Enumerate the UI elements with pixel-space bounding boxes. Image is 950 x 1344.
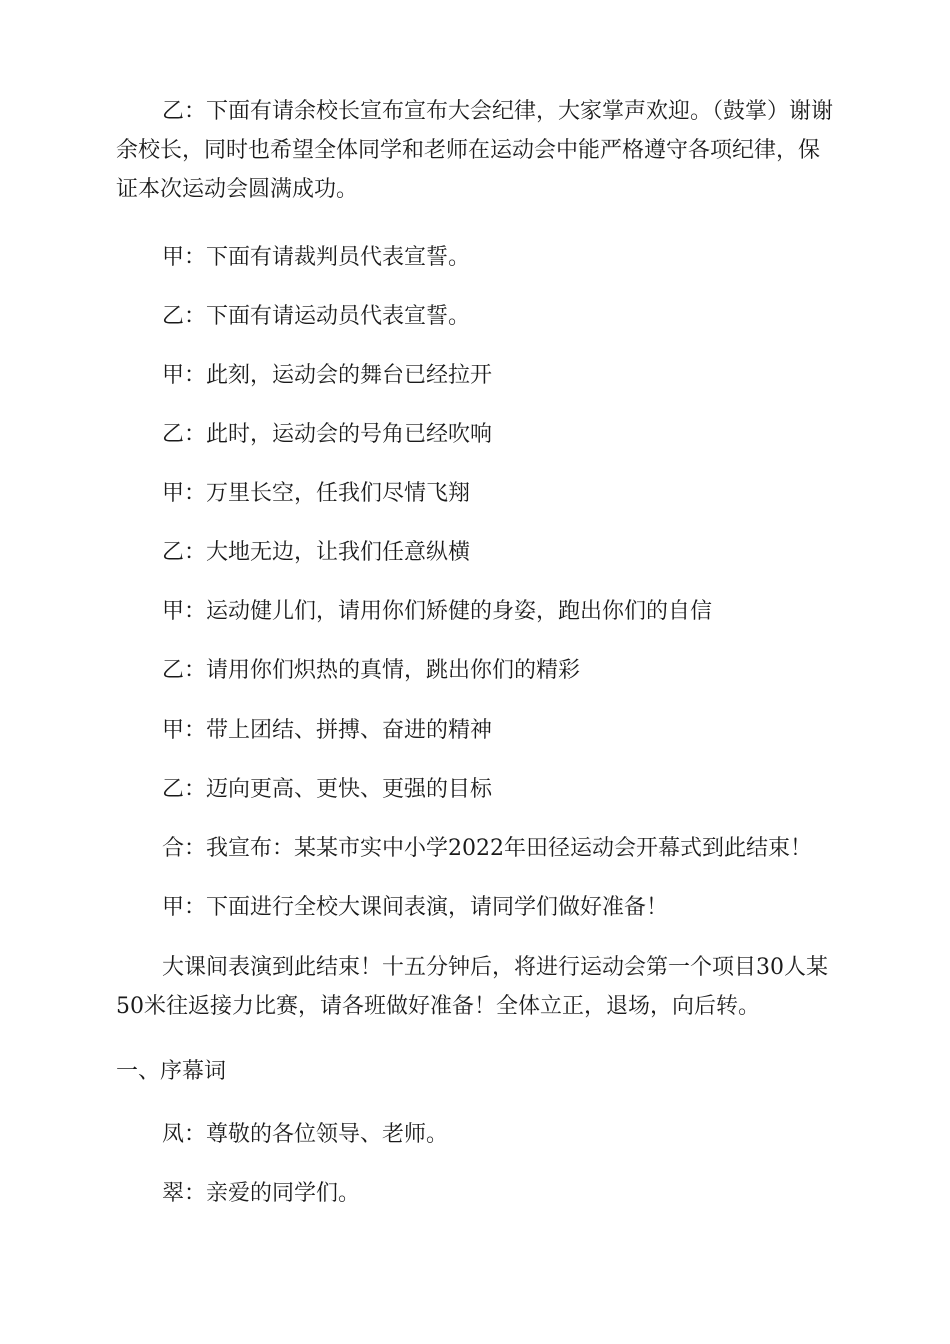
paragraph-athlete-oath: 乙：下面有请运动员代表宣誓。	[162, 304, 471, 329]
paragraph-sky: 甲：万里长空，任我们尽情飞翔	[162, 481, 471, 506]
paragraph-referee-oath: 甲：下面有请裁判员代表宣誓。	[162, 245, 471, 270]
paragraph-cui-greeting: 翠：亲爱的同学们。	[162, 1181, 361, 1206]
paragraph-jump: 乙：请用你们炽热的真情，跳出你们的精彩	[162, 658, 581, 683]
paragraph-closing-declaration: 合：我宣布：某某市实中小学2022年田径运动会开幕式到此结束！	[162, 836, 812, 861]
paragraph-exercise-end: 大课间表演到此结束！十五分钟后，将进行运动会第一个项目30人某50米往返接力比赛，请各班做好准备！全体立正，退场，向后转。	[116, 955, 828, 1019]
paragraph-feng-greeting: 凤：尊敬的各位领导、老师。	[162, 1122, 449, 1147]
paragraph-spirit: 甲：带上团结、拼搏、奋进的精神	[162, 718, 493, 743]
paragraph-earth: 乙：大地无边，让我们任意纵横	[162, 540, 471, 565]
paragraph-athletes-run: 甲：运动健儿们，请用你们矫健的身姿，跑出你们的自信	[162, 599, 713, 624]
section-heading-prologue: 一、序幕词	[116, 1059, 227, 1084]
paragraph-horn-sound: 乙：此时，运动会的号角已经吹响	[162, 422, 493, 447]
paragraph-stage-open: 甲：此刻，运动会的舞台已经拉开	[162, 363, 493, 388]
paragraph-goal: 乙：迈向更高、更快、更强的目标	[162, 777, 493, 802]
paragraph-announce-discipline: 乙：下面有请余校长宣布宣布大会纪律，大家掌声欢迎。（鼓掌）谢谢余校长，同时也希望全体同学和老师在运动会中能严格遵守各项纪律，保证本次运动会圆满成功。	[116, 99, 834, 202]
paragraph-exercise-prep: 甲：下面进行全校大课间表演，请同学们做好准备！	[162, 895, 669, 920]
